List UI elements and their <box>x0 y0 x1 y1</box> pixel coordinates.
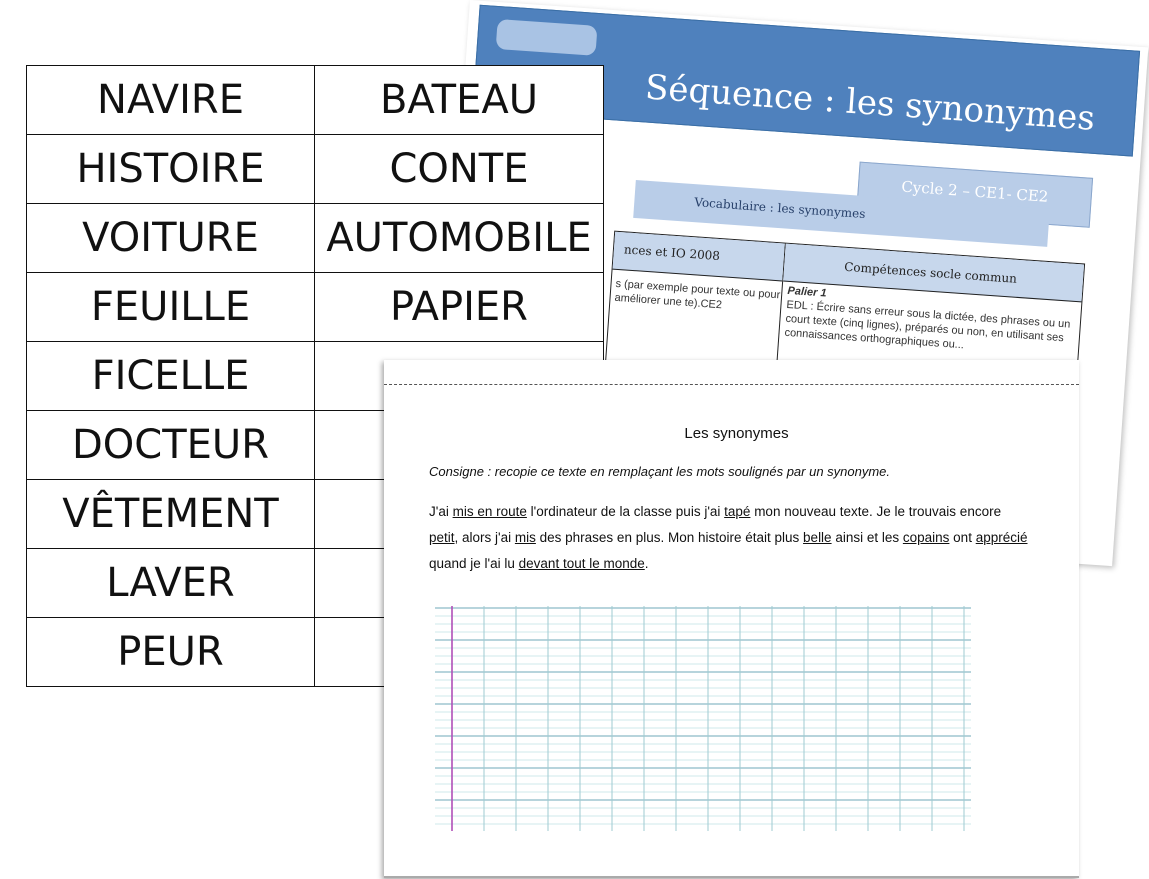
table-header-socle: Compétences socle commun <box>783 244 1084 303</box>
word-card-left: NAVIRE <box>27 66 315 135</box>
worksheet-instruction: Consigne : recopie ce texte en remplaçant les mots soulignés par un synonyme. <box>429 464 891 479</box>
worksheet-text <box>429 499 1029 577</box>
table-header-programmes: nces et IO 2008 <box>613 232 785 282</box>
socle-text: EDL : Écrire sans erreur sous la dictée, des phrases ou un court texte (cinq lignes), préparés ou non, en utilisant ses connaissances orthographiques ou... <box>784 298 1071 352</box>
word-card-left: VOITURE <box>27 204 315 273</box>
synonyms-worksheet <box>384 360 1079 878</box>
word-card-right: PAPIER <box>315 273 604 342</box>
text-part: ont <box>949 530 976 545</box>
text-part: des phrases en plus. Mon histoire était plus <box>535 530 804 545</box>
palier-label: Palier 1 <box>787 284 827 300</box>
word-card-left: DOCTEUR <box>27 411 315 480</box>
underlined-word: copains <box>902 530 950 545</box>
text-part: , alors j'ai <box>454 530 515 545</box>
word-card-right: CONTE <box>315 135 604 204</box>
text-part: l'ordinateur de la classe puis j'ai <box>526 504 725 519</box>
word-card-row <box>27 273 604 342</box>
dashed-cut-line <box>384 384 1079 385</box>
word-card-left: LAVER <box>27 549 315 618</box>
word-card-row <box>27 66 604 135</box>
underlined-word: tapé <box>724 504 751 519</box>
text-part: J'ai <box>429 504 453 519</box>
word-card-left: PEUR <box>27 618 315 687</box>
word-card-right: AUTOMOBILE <box>315 204 604 273</box>
text-part: quand je l'ai lu <box>429 556 519 571</box>
text-part: mon nouveau texte. Je le trouvais encore <box>750 504 1002 519</box>
header-tab-shape <box>496 19 598 56</box>
word-card-left: HISTOIRE <box>27 135 315 204</box>
underlined-word: devant tout le monde <box>518 556 645 571</box>
underlined-word: petit <box>429 530 455 545</box>
table-cell-programmes: s (par exemple pour texte ou pour améliorer une te).CE2 <box>614 277 781 312</box>
sequence-title: Séquence : les synonymes <box>643 67 1097 139</box>
seyes-ruled-grid <box>435 606 971 831</box>
underlined-word: mis <box>514 530 536 545</box>
underlined-word: belle <box>803 530 832 545</box>
cycle-label: Cycle 2 – CE1- CE2 <box>900 177 1049 206</box>
text-part: ainsi et les <box>831 530 903 545</box>
word-card-left: FICELLE <box>27 342 315 411</box>
word-card-left: VÊTEMENT <box>27 480 315 549</box>
worksheet-title: Les synonymes <box>684 425 789 442</box>
underlined-word: mis en route <box>452 504 527 519</box>
word-card-row <box>27 135 604 204</box>
word-card-left: FEUILLE <box>27 273 315 342</box>
vocab-label: Vocabulaire : les synonymes <box>693 195 866 222</box>
word-card-right: BATEAU <box>315 66 604 135</box>
word-card-row <box>27 204 604 273</box>
underlined-word: apprécié <box>975 530 1028 545</box>
text-part: . <box>644 556 649 571</box>
